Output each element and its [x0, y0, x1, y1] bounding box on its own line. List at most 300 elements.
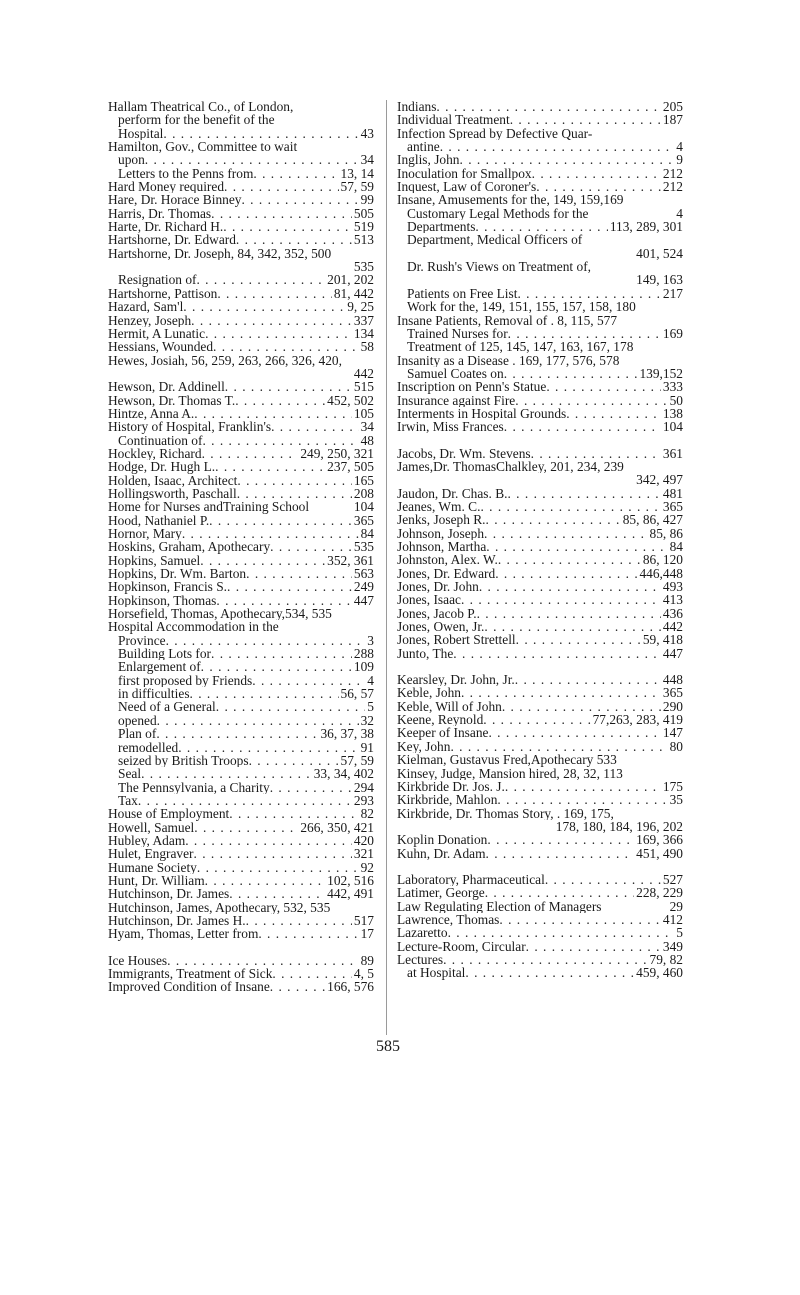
entry-pages: 401, 524 — [636, 246, 683, 261]
entry-pages — [681, 807, 683, 820]
dot-leader — [636, 300, 681, 313]
entry-term: Hopkins, Dr. Wm. Barton — [108, 567, 247, 581]
dot-leader — [194, 821, 298, 834]
index-entry — [397, 847, 683, 860]
entry-term: Insane, Amusements for the, 149, 159,169 — [397, 193, 624, 207]
entry-term: History of Hospital, Franklin's — [108, 420, 272, 434]
index-entry — [397, 926, 683, 939]
index-entry — [397, 460, 683, 473]
entry-pages: 105 — [353, 406, 374, 421]
entry-pages: 452, 502 — [327, 393, 374, 407]
entry-term: Jones, Robert Strettell — [397, 633, 516, 647]
entry-pages: 459, 460 — [636, 966, 683, 980]
entry-term: Keeper of Insane — [397, 726, 489, 740]
entry-term: Lecture-Room, Circular — [397, 939, 526, 953]
index-entry — [108, 300, 374, 313]
index-entry — [397, 327, 683, 340]
entry-pages: 515 — [353, 380, 374, 394]
entry-term: Improved Condition of Insane — [108, 980, 270, 994]
page-number: 585 — [376, 1038, 400, 1055]
entry-term: Jones, Isaac — [397, 593, 461, 607]
entry-term: Hood, Nathaniel P. — [108, 513, 210, 527]
entry-term: Trained Nurses for — [407, 326, 508, 341]
entry-term: Kuhn, Dr. Adam — [397, 846, 486, 860]
entry-term: Hartshorne, Pattison — [108, 286, 218, 301]
entry-pages: 9, 25 — [347, 300, 374, 314]
dot-leader — [480, 500, 660, 513]
index-entry — [397, 513, 683, 526]
index-entry — [397, 354, 683, 367]
index-entry — [397, 220, 683, 233]
entry-term: Harte, Dr. Richard H. — [108, 220, 224, 234]
index-entry — [108, 273, 374, 286]
entry-pages: 217 — [662, 286, 683, 301]
entry-pages: 17 — [360, 927, 374, 941]
dot-leader — [156, 727, 318, 740]
dot-leader — [498, 553, 641, 566]
entry-term: Province — [118, 633, 166, 648]
index-entry — [108, 140, 374, 153]
entry-term: Building Lots for — [118, 647, 211, 661]
entry-pages — [681, 314, 683, 327]
index-entry — [108, 180, 374, 193]
index-entry — [108, 901, 374, 914]
entry-term: Kearsley, Dr. John, Jr. — [397, 673, 515, 687]
index-entry — [397, 740, 683, 753]
dot-leader — [229, 807, 358, 820]
entry-term: Department, Medical Officers of — [407, 233, 583, 247]
dot-leader — [272, 967, 352, 980]
index-entry — [397, 793, 683, 806]
index-entry — [108, 674, 374, 687]
entry-term: The Pennsylvania, a Charity — [118, 780, 270, 794]
index-entry — [397, 833, 683, 846]
dot-leader — [624, 193, 682, 206]
entry-pages: 420 — [353, 833, 374, 848]
entry-term: remodelled — [118, 740, 179, 754]
index-entry — [397, 207, 683, 220]
entry-pages: 79, 82 — [649, 952, 683, 967]
dot-leader — [332, 607, 372, 620]
entry-term: Insurance against Fire — [397, 393, 516, 407]
dot-leader — [236, 233, 352, 246]
index-entry — [108, 714, 374, 727]
entry-term: Hornor, Mary — [108, 527, 182, 541]
index-entry — [397, 380, 683, 393]
entry-pages: 113, 289, 301 — [609, 220, 683, 234]
entry-pages: 208 — [353, 486, 374, 501]
dot-leader — [309, 500, 352, 513]
index-entry — [108, 153, 374, 166]
dot-leader — [465, 966, 634, 979]
entry-pages: 138 — [662, 406, 683, 421]
entry-pages: 321 — [353, 847, 374, 861]
entry-pages — [372, 140, 374, 153]
index-entry — [397, 167, 683, 180]
dot-leader — [507, 487, 660, 500]
entry-pages: 9 — [676, 153, 683, 167]
dot-leader — [397, 820, 554, 833]
entry-pages: 85, 86 — [649, 526, 683, 540]
dot-leader — [505, 780, 661, 793]
entry-term: Laboratory, Pharmaceutical — [397, 872, 545, 887]
entry-pages: 33, 34, 402 — [313, 767, 374, 781]
entry-pages: 505 — [353, 206, 374, 221]
entry-pages: 293 — [353, 793, 374, 808]
column-divider — [386, 100, 387, 1035]
entry-pages: 99 — [360, 193, 374, 207]
entry-term: Hazard, Sam'l — [108, 300, 184, 314]
entry-pages: 447 — [662, 646, 683, 661]
index-entry — [108, 434, 374, 447]
entry-term: Hulet, Engraver — [108, 847, 194, 861]
entry-pages — [372, 607, 374, 620]
dot-leader — [614, 807, 681, 820]
dot-leader — [453, 647, 661, 660]
entry-pages: 92 — [360, 860, 374, 874]
index-entry — [108, 487, 374, 500]
entry-term: Infection Spread by Defective Quar- — [397, 126, 593, 141]
index-entry — [108, 700, 374, 713]
dot-leader — [223, 220, 352, 233]
dot-leader — [450, 740, 667, 753]
index-entry — [108, 354, 374, 367]
dot-leader — [546, 380, 661, 393]
dot-leader — [141, 767, 312, 780]
entry-pages — [681, 127, 683, 140]
dot-leader — [246, 567, 352, 580]
entry-pages: 104 — [353, 500, 374, 514]
index-entry — [108, 207, 374, 220]
index-entry — [108, 887, 374, 900]
index-entry — [397, 233, 683, 246]
entry-term: Johnson, Martha — [397, 540, 487, 554]
entry-term: Harris, Dr. Thomas — [108, 206, 212, 221]
entry-pages: 91 — [360, 740, 374, 754]
entry-pages: 266, 350, 421 — [300, 820, 374, 834]
dot-leader — [531, 447, 661, 460]
entry-term: Enlargement of — [118, 660, 201, 674]
index-entry — [397, 673, 683, 686]
entry-term: antine — [407, 140, 440, 154]
dot-leader — [216, 700, 366, 713]
entry-pages — [681, 260, 683, 273]
entry-term: Jacobs, Dr. Wm. Stevens — [397, 446, 531, 460]
entry-term: Customary Legal Methods for the — [407, 206, 589, 221]
dot-leader — [342, 354, 372, 367]
index-entry — [397, 487, 683, 500]
index-entry — [397, 913, 683, 926]
dot-leader — [515, 394, 667, 407]
entry-term: Hopkinson, Francis S. — [108, 580, 228, 594]
dot-leader — [504, 367, 638, 380]
entry-pages — [681, 193, 683, 206]
index-entry — [108, 727, 374, 740]
dot-leader — [270, 540, 352, 553]
index-entry — [397, 247, 683, 260]
dot-leader — [197, 861, 359, 874]
index-entry — [397, 180, 683, 193]
dot-leader — [516, 633, 641, 646]
entry-term: House of Employment — [108, 807, 230, 821]
entry-pages: 228, 229 — [636, 886, 683, 900]
entry-pages: 412 — [662, 912, 683, 927]
entry-pages — [681, 753, 683, 766]
dot-leader — [486, 513, 621, 526]
entry-pages — [372, 354, 374, 367]
index-entry — [397, 726, 683, 739]
dot-leader — [196, 273, 325, 286]
entry-term: Koplin Donation — [397, 833, 488, 847]
entry-pages: 34 — [360, 420, 374, 434]
entry-pages: 169, 366 — [636, 833, 683, 847]
entry-pages: 448 — [662, 673, 683, 687]
dot-leader — [297, 140, 372, 153]
entry-pages: 102, 516 — [327, 873, 374, 888]
dot-leader — [624, 460, 681, 473]
entry-term: Hintze, Anna A. — [108, 406, 195, 421]
dot-leader — [461, 686, 661, 699]
entry-pages: 237, 505 — [327, 460, 374, 474]
entry-term: Keble, Will of John — [397, 699, 502, 714]
entry-pages: 436 — [662, 606, 683, 621]
index-entry — [397, 127, 683, 140]
index-entry — [108, 634, 374, 647]
entry-term: Irwin, Miss Frances — [397, 420, 504, 434]
entry-term: Hartshorne, Dr. Edward — [108, 233, 236, 247]
entry-term: Hutchinson, James, Apothecary, 532, 535 — [108, 900, 331, 914]
dot-leader — [217, 287, 331, 300]
dot-leader — [495, 567, 637, 580]
entry-pages: 4, 5 — [353, 967, 374, 981]
index-entry — [397, 580, 683, 593]
entry-pages: 187 — [662, 113, 683, 127]
entry-term: Hewes, Josiah, 56, 259, 263, 266, 326, 420, — [108, 353, 342, 367]
entry-term: Letters to the Penns from — [118, 166, 254, 181]
dot-leader — [510, 113, 661, 126]
entry-term: Hermit, A Lunatic — [108, 326, 206, 341]
entry-term: Kirkbride, Mahlon — [397, 793, 498, 807]
entry-pages: 29 — [669, 899, 683, 913]
entry-term: Kirkbride, Dr. Thomas Story, . 169, 175, — [397, 806, 614, 820]
dot-leader — [436, 100, 660, 113]
entry-pages: 442 — [353, 366, 374, 381]
entry-pages: 32 — [360, 713, 374, 728]
entry-term: perform for the benefit of the — [118, 113, 275, 127]
index-entry — [397, 314, 683, 327]
dot-leader — [225, 380, 352, 393]
dot-leader — [252, 674, 365, 687]
dot-leader — [235, 394, 325, 407]
dot-leader — [331, 247, 372, 260]
entry-pages: 290 — [662, 699, 683, 714]
entry-term: Home for Nurses andTraining School — [108, 500, 310, 514]
entry-pages: 447 — [353, 593, 374, 608]
entry-term: Individual Treatment — [397, 113, 510, 127]
index-column-right — [397, 100, 683, 980]
index-entry — [397, 273, 683, 286]
dot-leader — [205, 327, 352, 340]
entry-term: Keene, Reynold — [397, 713, 484, 727]
index-entry — [108, 620, 374, 633]
dot-leader — [108, 260, 352, 273]
entry-term: Kielman, Gustavus Fred,Apothecary 533 — [397, 753, 617, 767]
entry-pages — [372, 620, 374, 633]
entry-pages: 365 — [662, 686, 683, 700]
entry-term: Holden, Isaac, Architect — [108, 473, 238, 487]
index-entry — [397, 500, 683, 513]
entry-term: Hospital — [118, 126, 164, 141]
entry-pages: 80 — [669, 739, 683, 754]
index-entry — [397, 767, 683, 780]
entry-term: Jones, Dr. Edward — [397, 566, 496, 581]
index-entry — [108, 834, 374, 847]
dot-leader — [178, 741, 358, 754]
dot-leader — [270, 781, 352, 794]
index-column-left — [108, 100, 374, 994]
dot-leader — [517, 287, 660, 300]
index-entry — [397, 394, 683, 407]
dot-leader — [194, 847, 352, 860]
entry-term: Hessians, Wounded — [108, 340, 214, 354]
entry-pages: 166, 576 — [327, 980, 374, 994]
dot-leader — [182, 527, 359, 540]
entry-term: Immigrants, Treatment of Sick — [108, 967, 273, 981]
entry-term: Need of a General — [118, 700, 216, 714]
dot-leader — [253, 167, 338, 180]
entry-term: Jones, Owen, Jr. — [397, 620, 485, 634]
dot-leader — [108, 367, 352, 380]
entry-term: Howell, Samuel — [108, 820, 195, 834]
entry-pages: 527 — [662, 872, 683, 887]
index-entry — [108, 741, 374, 754]
dot-leader — [499, 913, 661, 926]
index-entry — [108, 580, 374, 593]
entry-term: Hard Money required — [108, 180, 225, 194]
entry-term: at Hospital — [407, 966, 466, 980]
dot-leader — [293, 100, 372, 113]
index-entry — [397, 753, 683, 766]
dot-leader — [633, 340, 681, 353]
entry-term: Hewson, Dr. Addinell — [108, 380, 225, 394]
entry-term: Law Regulating Election of Managers — [397, 899, 602, 913]
index-entry — [108, 781, 374, 794]
entry-pages: 165 — [353, 473, 374, 487]
index-entry — [108, 474, 374, 487]
index-entry — [397, 540, 683, 553]
entry-pages: 517 — [353, 913, 374, 928]
dot-leader — [275, 113, 372, 126]
dot-leader — [191, 314, 352, 327]
index-entry — [397, 886, 683, 899]
entry-term: Hopkins, Samuel — [108, 553, 201, 568]
dot-leader — [460, 153, 675, 166]
index-entry — [397, 527, 683, 540]
entry-term: Henzey, Joseph — [108, 313, 192, 327]
index-entry — [108, 967, 374, 980]
entry-pages: 493 — [662, 580, 683, 594]
index-entry — [397, 340, 683, 353]
entry-term: Jones, Jacob P. — [397, 606, 477, 621]
entry-term: Insane Patients, Removal of . 8, 115, 577 — [397, 313, 618, 327]
entry-term: Johnston, Alex. W. — [397, 553, 498, 567]
entry-term: Departments — [407, 220, 476, 234]
index-entry — [108, 540, 374, 553]
entry-pages: 82 — [360, 807, 374, 821]
index-entry — [108, 100, 374, 113]
index-entry — [108, 260, 374, 273]
index-entry — [108, 794, 374, 807]
dot-leader — [241, 193, 358, 206]
entry-term: Hutchinson, Dr. James H. — [108, 913, 246, 928]
index-entry — [108, 167, 374, 180]
entry-pages: 288 — [353, 647, 374, 661]
entry-pages: 535 — [353, 540, 374, 554]
entry-term: upon — [118, 153, 145, 167]
entry-term: Plan of — [118, 727, 157, 741]
entry-pages: 13, 14 — [340, 166, 374, 181]
entry-term: Hare, Dr. Horace Binney — [108, 193, 242, 207]
entry-pages: 84 — [669, 540, 683, 554]
entry-pages: 81, 442 — [333, 286, 374, 301]
entry-pages — [681, 460, 683, 473]
dot-leader — [536, 180, 661, 193]
dot-leader — [202, 447, 299, 460]
index-entry — [397, 607, 683, 620]
entry-term: Hockley, Richard — [108, 446, 202, 461]
index-entry — [108, 554, 374, 567]
entry-pages: 43 — [360, 126, 374, 141]
entry-pages: 50 — [669, 393, 683, 407]
entry-pages: 85, 86, 427 — [622, 513, 683, 527]
index-entry — [108, 460, 374, 473]
entry-pages: 249, 250, 321 — [300, 446, 374, 461]
index-entry — [397, 620, 683, 633]
dot-leader — [224, 180, 339, 193]
index-entry — [108, 807, 374, 820]
index-entry — [108, 754, 374, 767]
entry-pages: 4 — [367, 673, 374, 688]
entry-term: Jaudon, Dr. Chas. B. — [397, 486, 508, 500]
dot-leader — [477, 607, 661, 620]
entry-term: Hubley, Adam — [108, 833, 186, 848]
dot-leader — [488, 726, 660, 739]
dot-leader — [448, 926, 675, 939]
entry-term: Insanity as a Disease . 169, 177, 576, 578 — [397, 353, 620, 367]
index-entry — [397, 820, 683, 833]
index-entry — [108, 247, 374, 260]
index-entry — [108, 647, 374, 660]
index-entry — [397, 807, 683, 820]
entry-term: Hewson, Dr. Thomas T. — [108, 393, 236, 407]
index-entry — [108, 287, 374, 300]
dot-leader — [545, 873, 661, 886]
index-entry — [397, 713, 683, 726]
dot-leader — [504, 420, 661, 433]
entry-pages: 205 — [662, 100, 683, 114]
dot-leader — [227, 580, 352, 593]
dot-leader — [211, 647, 352, 660]
index-entry — [108, 407, 374, 420]
dot-leader — [592, 127, 681, 140]
entry-pages: 56, 57 — [340, 687, 374, 701]
entry-term: Key, John — [397, 739, 451, 754]
dot-leader — [258, 927, 358, 940]
entry-pages: 365 — [353, 513, 374, 527]
dot-leader — [271, 420, 359, 433]
dot-leader — [145, 153, 359, 166]
dot-leader — [194, 407, 352, 420]
